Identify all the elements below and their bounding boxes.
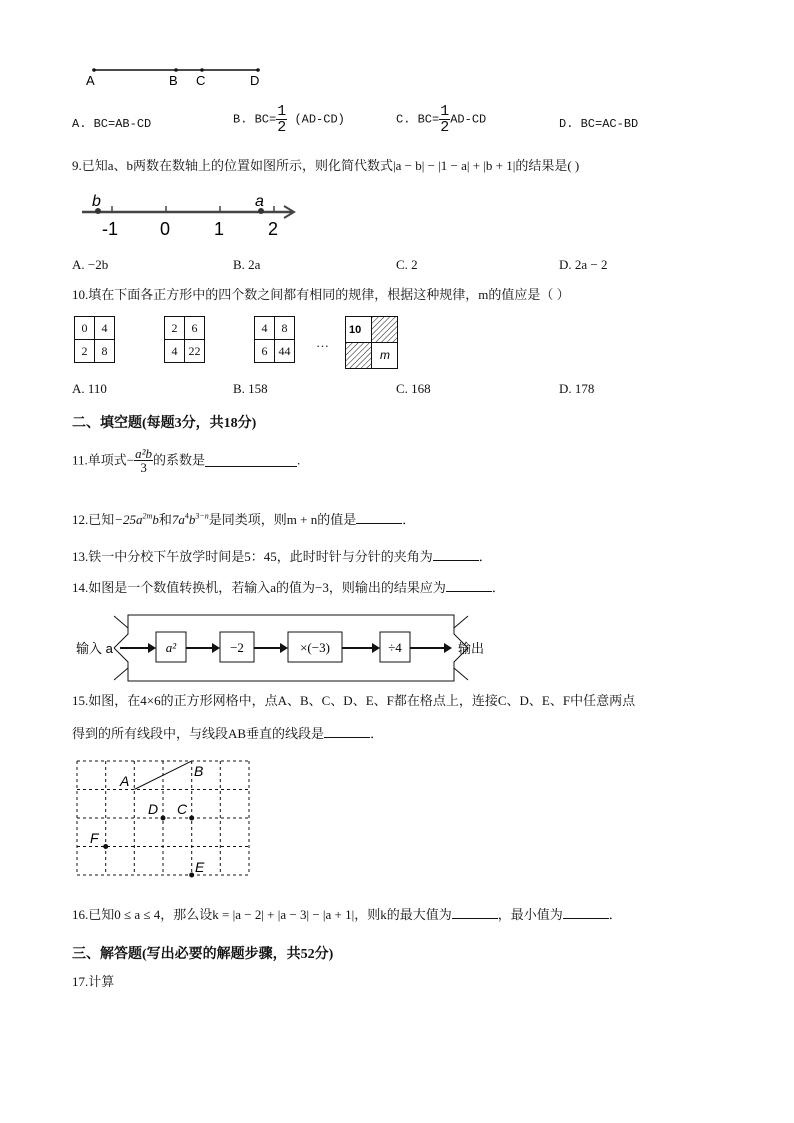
point-c-dot [189,816,194,821]
q11-answer-blank[interactable] [205,454,297,467]
q13: 13.铁一中分校下午放学时间是5：45，此时时针与分针的夹角为 ． [72,549,492,564]
q16-max-blank[interactable] [452,906,498,919]
point-c-label: C [196,73,206,88]
cell: 4 [165,340,185,363]
cell: 2 [75,340,95,363]
q8-option-a: A. BC=AB-CD [72,117,152,131]
q10-square-4 [345,316,399,370]
point-b-label: b [92,193,101,210]
q16: 16.已知0 ≤ a ≤ 4，那么设k = |a − 2| + |a − 3| − |a + 1|，则k的最大值为 ，最小值为 ． [72,907,622,922]
point-f-label: F [90,830,99,846]
step-label-times-neg3: ×(−3) [300,640,330,655]
point-e-dot [189,873,194,878]
point-d-dot [256,68,260,72]
cell: 2 [165,317,185,340]
q8-option-c: C. BC= $\frac{1}{2}$ AD-CD [396,103,487,136]
q12: 12.已知$-25a^{2m}b$和$7a^4b^{3-n}$是同类项，则m + n的值是 ． [72,511,416,527]
cell: 8 [275,317,295,340]
cell: 22 [185,340,205,363]
cell: 4 [255,317,275,340]
cell: 44 [275,340,295,363]
q8-option-c-fraction: $\frac{1}{2}$ [440,103,450,136]
q10-ellipsis: … [316,335,329,350]
q8-segment-figure [80,60,280,92]
cell: 6 [255,340,275,363]
q9-option-c: C. 2 [396,257,418,272]
q17: 17.计算 [72,974,115,989]
output-label: 输出 [458,641,485,656]
point-a-dot [92,68,96,72]
q9-stem: 9.已知a、b两数在数轴上的位置如图所示，则化简代数式|a − b| − |1 − a| + |b + 1|的结果是( ) [72,158,580,173]
point-b-label: B [194,763,204,779]
axis-tick-label-0: 0 [160,219,171,239]
q10-option-a: A. 110 [72,381,107,396]
step-label-minus2: −2 [230,640,244,655]
point-c-dot [200,68,204,72]
axis-tick-label-neg1: -1 [102,219,119,239]
point-e-label: E [195,859,205,875]
input-label: 输入 a [76,641,113,656]
cell: 8 [95,340,115,363]
q14-converter-figure [74,608,494,688]
q8-option-b: B. BC= $\frac{1}{2}$ (AD-CD) [233,103,345,136]
cell: 0 [75,317,95,340]
cell-bottom-right: m [380,348,390,362]
axis-tick-label-1: 1 [214,219,225,239]
q10-stem: 10.填在下面各正方形中的四个数之间都有相同的规律，根据这种规律，m的值应是（ ） [72,287,570,302]
q14-answer-blank[interactable] [446,579,492,592]
q10-square-2 [164,316,205,363]
q8-option-d: D. BC=AC-BD [559,117,639,131]
q13-answer-blank[interactable] [433,548,479,561]
step-label-divide4: ÷4 [388,640,402,655]
point-f-dot [103,844,108,849]
cell: 6 [185,317,205,340]
point-a-label: A [120,773,130,789]
q9-option-b: B. 2a [233,257,261,272]
q11: 11.单项式− $\frac{\text{a²b}}{3}$ 的系数是 . [72,446,301,475]
q10-option-c: C. 168 [396,381,431,396]
q14: 14.如图是一个数值转换机，若输入a的值为−3，则输出的结果应为 ． [72,580,505,595]
hatched-cell [346,342,372,368]
q9-option-d: D. 2a − 2 [559,257,608,272]
point-d-label: D [148,801,159,817]
point-d-label: D [250,73,260,88]
q9-number-line [78,192,303,240]
axis-tick-label-2: 2 [268,219,279,239]
step-label-square: a² [165,640,177,655]
q9-option-a: A. −2b [72,257,109,272]
q10-option-b: B. 158 [233,381,268,396]
section-3-title: 三、解答题(写出必要的解题步骤，共52分) [72,947,334,962]
q10-square-3 [254,316,295,363]
section-2-title: 二、填空题(每题3分，共18分) [72,416,257,431]
point-a-label: A [86,73,95,88]
point-b-dot [174,68,178,72]
q15-answer-blank[interactable] [324,725,370,738]
q16-min-blank[interactable] [563,906,609,919]
q10-square-1 [74,316,115,363]
q11-fraction: $\frac{\text{a²b}}{3}$ [135,446,153,475]
q12-answer-blank[interactable] [356,511,402,524]
point-a-label: a [255,193,264,210]
q15-line2: 得到的所有线段中，与线段AB垂直的线段是 ． [72,726,384,741]
hatched-cell [371,317,397,343]
point-d-dot [161,816,166,821]
q15-line1: 15.如图，在4×6的正方形网格中，点A、B、C、D、E、F都在格点上，连接C、D、E、F中任意两点 [72,693,636,708]
cell-top-left: 10 [349,324,362,336]
point-c-label: C [177,801,188,817]
q10-option-d: D. 178 [559,381,595,396]
point-b-label: B [169,73,178,88]
q15-grid-figure [76,760,252,880]
q8-option-b-fraction: $\frac{1}{2}$ [277,103,287,136]
cell: 4 [95,317,115,340]
